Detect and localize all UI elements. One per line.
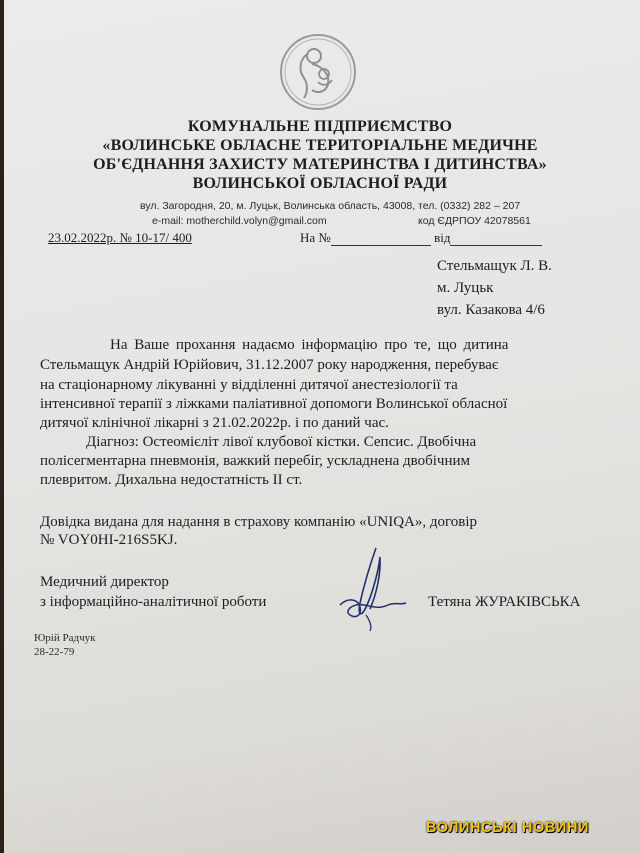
body-paragraph-1-line-3: на стаціонарному лікуванні у відділенні дитячої анестезіології та — [40, 377, 458, 393]
body-paragraph-1-line-2: Стельмащук Андрій Юрійович, 31.12.2007 року народження, перебуває — [40, 357, 499, 373]
body-paragraph-2-line-3: плевритом. Дихальна недостатність ІІ ст. — [40, 472, 303, 488]
body-paragraph-2-line-2: полісегментарна пневмонія, важкий перебіг, ускладнена двобічним — [40, 453, 471, 469]
header-email: e-mail: motherchild.volyn@gmail.com — [152, 215, 327, 227]
body-paragraph-2-line-1: Діагноз: Остеомієліт лівої клубової кістки. Сепсис. Двобічна — [86, 434, 477, 450]
ref-na-blank — [331, 233, 431, 246]
ref-vid-blank — [450, 233, 542, 246]
signatory-title-line-2: з інформаційно-аналітичної роботи — [40, 594, 267, 610]
body-paragraph-3-line-1: Довідка видана для надання в страхову компанію «UNIQA», договір — [40, 514, 478, 530]
body-paragraph-3-line-2: № VOY0HI-216S5KJ. — [40, 532, 178, 548]
header-line-2: «ВОЛИНСЬКЕ ОБЛАСНЕ ТЕРИТОРІАЛЬНЕ МЕДИЧНЕ — [102, 137, 538, 154]
header-line-3: ОБ'ЄДНАННЯ ЗАХИСТУ МАТЕРИНСТВА І ДИТИНСТВА» — [93, 156, 547, 173]
ref-na-number — [300, 230, 542, 246]
ref-na-label: На № — [300, 230, 331, 245]
handwritten-signature — [330, 545, 410, 635]
signatory-name: Тетяна ЖУРАКІВСЬКА — [428, 594, 581, 610]
body-paragraph-1-line-4: інтенсивної терапії з ліжками паліативної допомоги Волинської обласної — [40, 396, 508, 412]
mother-child-logo — [278, 32, 358, 112]
addressee-name: Стельмащук Л. В. — [437, 258, 552, 274]
header-edrpou: код ЄДРПОУ 42078561 — [418, 215, 531, 227]
header-address: вул. Загородня, 20, м. Луцьк, Волинська область, 43008, тел. (0332) 282 – 207 — [140, 200, 521, 212]
executor-phone: 28-22-79 — [34, 646, 75, 658]
news-watermark: ВОЛИНСЬКІ НОВИНИ — [426, 820, 590, 836]
addressee-street: вул. Казакова 4/6 — [437, 302, 545, 318]
body-paragraph-1-line-5: дитячої клінічної лікарні з 21.02.2022р. і по даний час. — [40, 415, 389, 431]
ref-vid-label: від — [434, 230, 451, 245]
addressee-city: м. Луцьк — [437, 280, 494, 296]
ref-date-number: 23.02.2022р. № 10-17/ 400 — [48, 230, 192, 245]
header-line-1: КОМУНАЛЬНЕ ПІДПРИЄМСТВО — [187, 118, 453, 135]
executor-name: Юрій Радчук — [34, 632, 96, 644]
body-paragraph-1-line-1: На Ваше прохання надаємо інформацію про те, що дитина — [110, 337, 509, 353]
signatory-title-line-1: Медичний директор — [40, 574, 169, 590]
header-line-4: ВОЛИНСЬКОЇ ОБЛАСНОЇ РАДИ — [192, 175, 448, 192]
